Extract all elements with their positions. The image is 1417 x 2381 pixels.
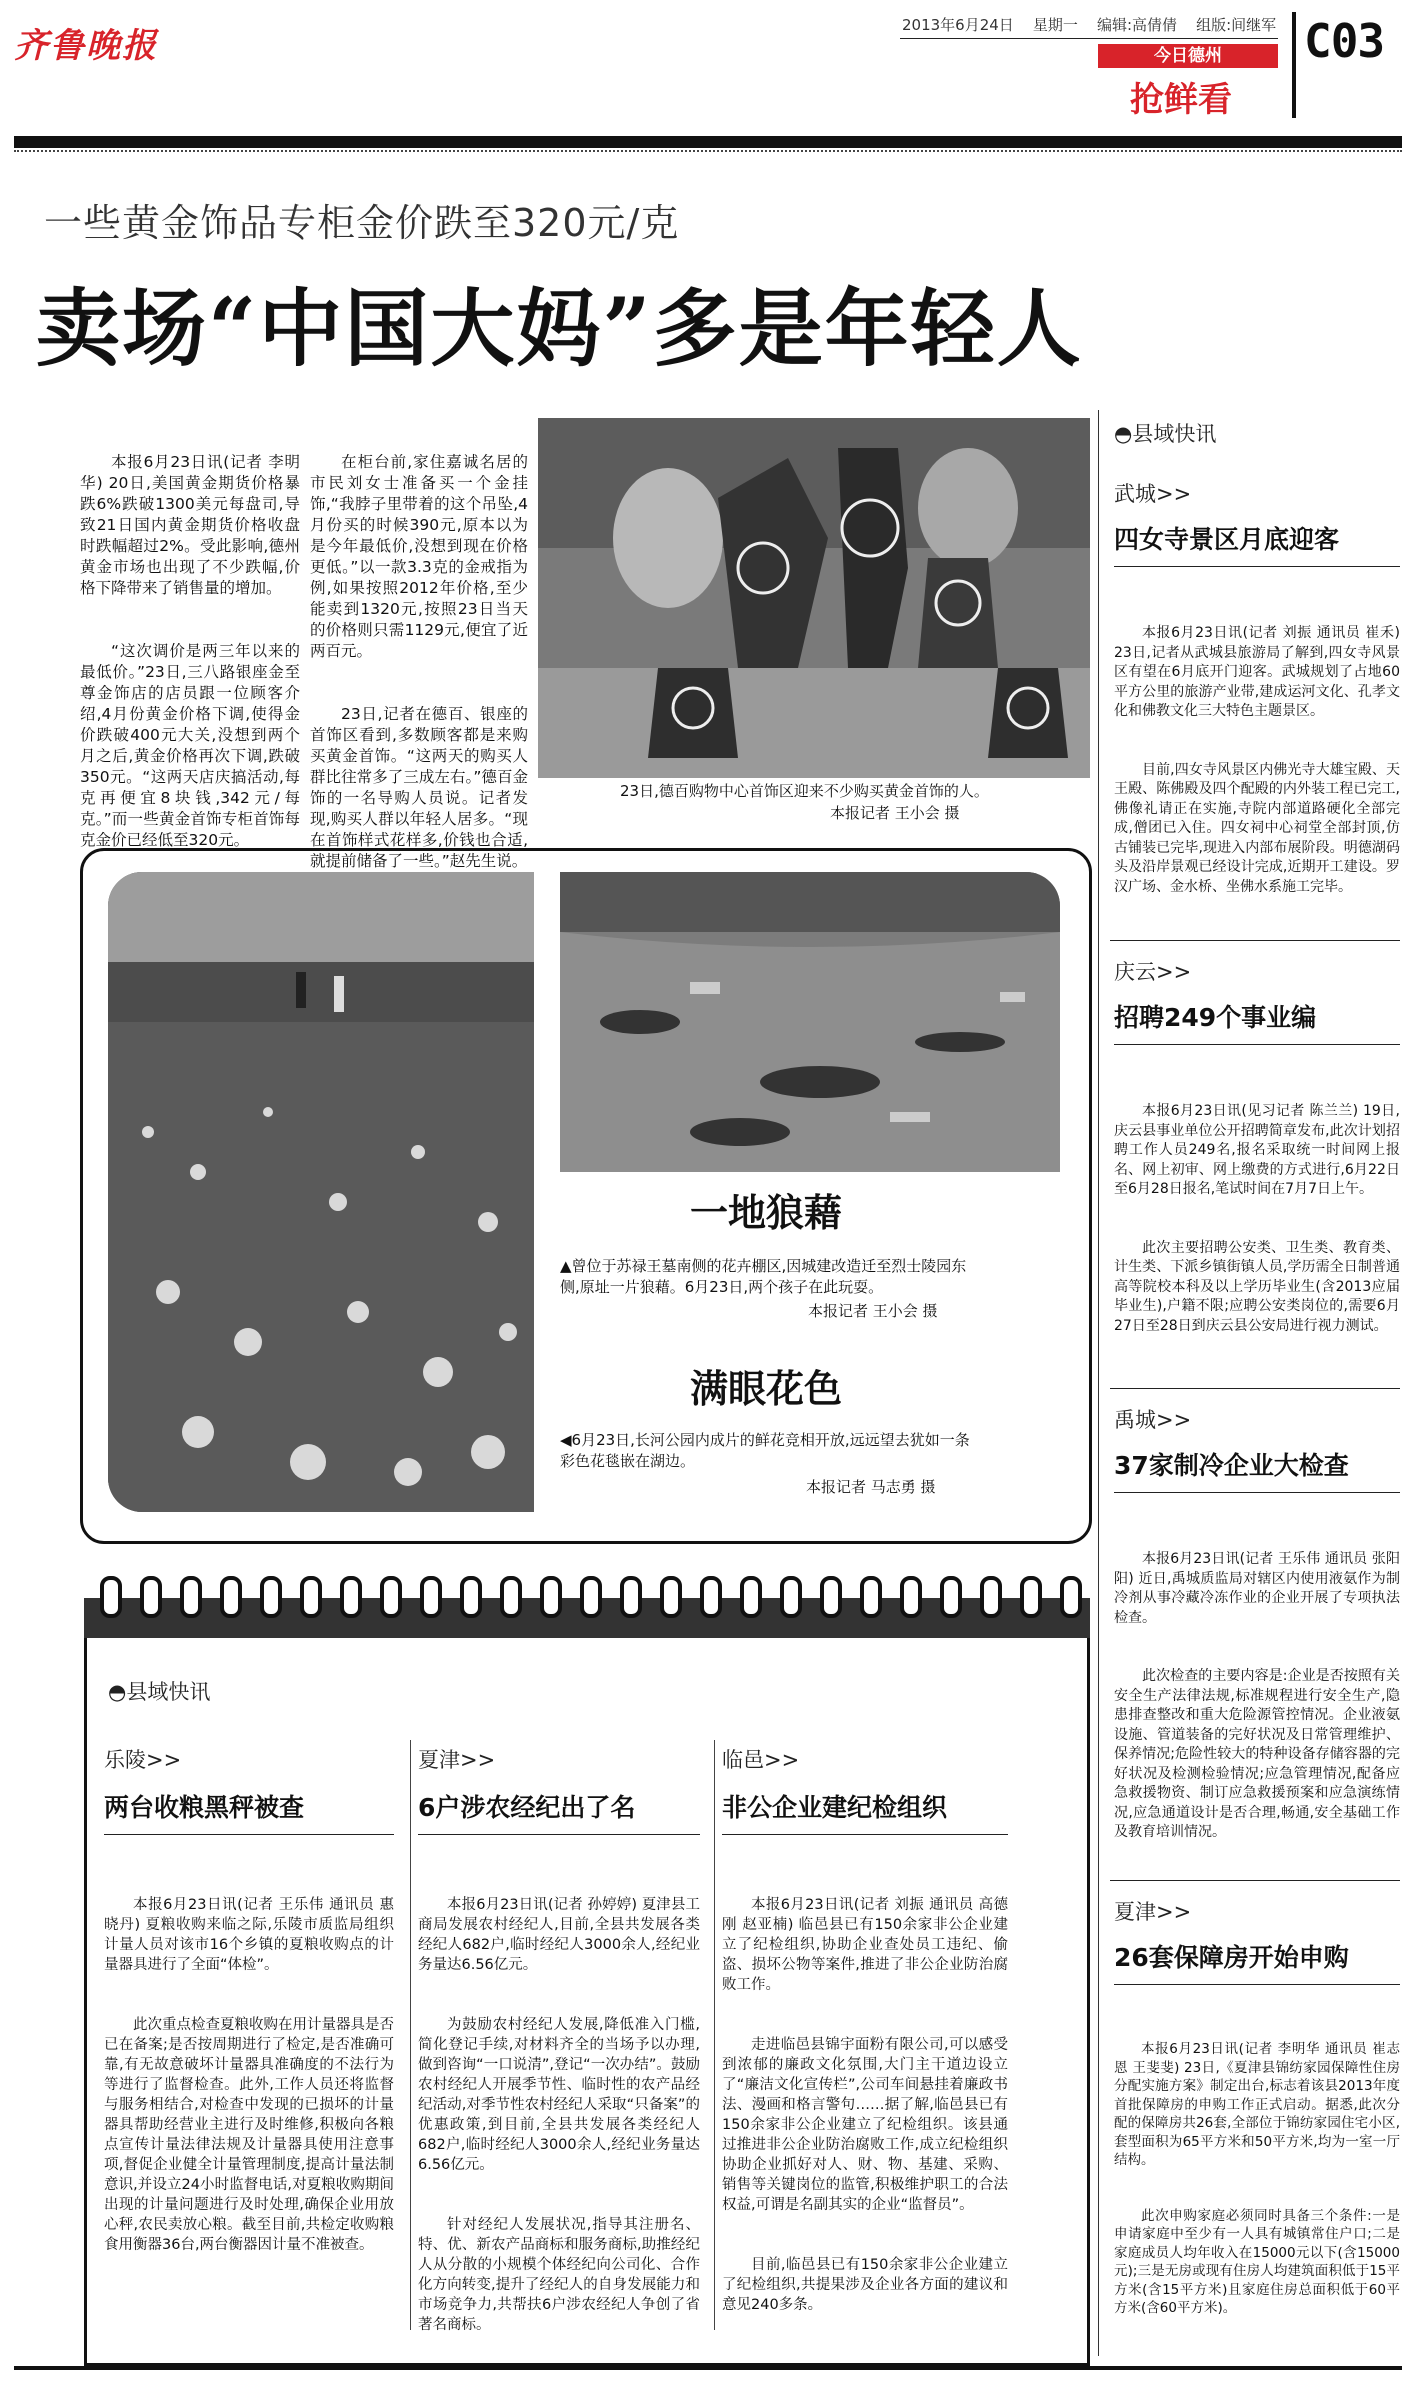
ring: [860, 1576, 882, 1618]
ruin-photo-title: 一地狼藉: [690, 1190, 843, 1235]
brief-title: 26套保障房开始申购: [1114, 1943, 1349, 1972]
ring: [340, 1576, 362, 1618]
notebook-section-label: ◓县域快讯: [108, 1680, 211, 1704]
jewelry-photo-caption: 23日,德百购物中心首饰区迎来不少购买黄金首饰的人。: [620, 782, 989, 800]
ring: [900, 1576, 922, 1618]
brief-body: [722, 1855, 1008, 2355]
region-label: 武城>>: [1114, 482, 1192, 506]
flower-photo-image: [108, 872, 534, 1512]
sidebar-separator: [1110, 940, 1400, 941]
lead-paragraph: “这次调价是两三年以来的最低价。”23日,三八路银座金至尊金饰店的店员跟一位顾客介绍,4月份黄金价格下调,使得金价跌破400元大关,没想到两个月之后,黄金价格再次下调,跌破350元。“这两天店庆搞活动,每克再便宜8块钱,342元/每克。”而一些黄金首饰专柜首饰每克金价已经低至320元。: [80, 642, 300, 849]
brief-rule: [1114, 1492, 1400, 1493]
brief-title: 非公企业建纪检组织: [722, 1793, 948, 1822]
lead-column-1: [80, 410, 300, 872]
page-number: C03: [1304, 14, 1385, 68]
ring: [460, 1576, 482, 1618]
brief-title: 37家制冷企业大检查: [1114, 1451, 1349, 1480]
brief-rule: [1114, 1044, 1400, 1045]
region-label: 禹城>>: [1114, 1408, 1192, 1432]
brief-body: [104, 1855, 394, 2295]
region-label: 庆云>>: [1114, 960, 1192, 984]
ring: [540, 1576, 562, 1618]
region-label: 临邑>>: [722, 1748, 800, 1772]
flower-photo: [108, 872, 534, 1512]
brief-paragraph: 本报6月23日讯(记者 王乐伟 通讯员 惠晓丹) 夏粮收购来临之际,乐陵市质监局组织计量人员对该市16个乡镇的夏粮收购点的计量器具进行了全面“体检”。: [104, 1897, 394, 1973]
brief-paragraph: 此次检查的主要内容是:企业是否按照有关安全生产法律法规,标准规程进行安全生产,隐患排查整改和重大危险源管控情况。企业液氨设施、管道装备的完好状况及日常管理维护、保养情况;危险性较大的特种设备存储容器的完好状况及检测检验情况;应急管理情况,配备应急救援物资、制订应急救援预案和应急演练情况,应急通道设计是否合理,畅通,安全基础工作及教育培训情况。: [1114, 1668, 1400, 1840]
ring: [620, 1576, 642, 1618]
brief-body: [1114, 585, 1405, 936]
ring: [580, 1576, 602, 1618]
brief-paragraph: 目前,四女寺风景区内佛光寺大雄宝殿、天王殿、陈佛殿及四个配殿的内外装工程已完工,佛像礼请正在实施,寺院内部道路硬化全部完成,僧团已入住。四女祠中心祠堂全部封顶,仿古铺装已完毕,现进入内部布展阶段。明德湖码头及沿岸景观已经设计完成,近期开工建设。罗汉广场、金水桥、坐佛水系施工完毕。: [1114, 761, 1400, 895]
flower-photo-credit: 本报记者 马志勇 摄: [806, 1478, 936, 1496]
sidebar-separator: [1110, 1388, 1400, 1389]
brief-body: [1114, 2003, 1400, 2355]
sidebar-item: [1114, 1404, 1400, 1882]
brief-rule: [1114, 1984, 1400, 1985]
lead-paragraph: 本报6月23日讯(记者 李明华) 20日,美国黄金期货价格暴跌6%跌破1300美元每盘司,导致21日国内黄金期货价格收盘时跌幅超过2%。受此影响,德州黄金市场也出现了不少跌幅,价格下降带来了销售量的增加。: [80, 453, 300, 597]
issue-date: 2013年6月24日: [902, 16, 1014, 34]
brief-body: [418, 1855, 700, 2375]
ring: [220, 1576, 242, 1618]
lead-paragraph: 23日,记者在德百、银座的首饰区看到,多数顾客都是来购买黄金首饰。“这两天的购买人群比往常多了三成左右。”德百金饰的一名导购人员说。记者发现,购买人群以年轻人居多。“现在首饰样式花样多,价钱也合适,就提前储备了一些。”赵先生说。: [310, 705, 528, 870]
sidebar-item: [1114, 956, 1400, 1375]
header-bar: [14, 136, 1402, 148]
ring: [820, 1576, 842, 1618]
sidebar-item: [1114, 1896, 1400, 2355]
ring: [700, 1576, 722, 1618]
sidebar-divider: [1098, 410, 1099, 2356]
brief-rule: [104, 1834, 394, 1835]
ring: [940, 1576, 962, 1618]
ruin-photo-caption: ▲曾位于苏禄王墓南侧的花卉棚区,因城建改造迁至烈士陵园东侧,原址一片狼藉。6月23日,两个孩子在此玩耍。: [560, 1257, 967, 1296]
editor: 编辑:高倩倩: [1096, 16, 1178, 34]
lead-kicker: 一些黄金饰品专柜金价跌至320元/克: [44, 201, 680, 245]
brief-body: [1114, 1063, 1400, 1375]
ring: [1020, 1576, 1042, 1618]
section-tag: 今日德州: [1098, 44, 1278, 68]
brief-title: 两台收粮黑秤被查: [104, 1793, 305, 1822]
ring: [180, 1576, 202, 1618]
ring: [100, 1576, 122, 1618]
ring: [1060, 1576, 1082, 1618]
brief-paragraph: 此次申购家庭必须同时具备三个条件:一是申请家庭中至少有一人具有城镇常住户口;二是家庭成员人均年收入在15000元以下(含15000元);三是无房或现有住房人均建筑面积低于15平方米(含15平方米)且家庭住房总面积低于60平方米(含60平方米)。: [1114, 2207, 1400, 2316]
region-label: 乐陵>>: [104, 1748, 182, 1772]
header-divider: [1292, 12, 1296, 118]
brief-body: [1114, 1511, 1400, 1882]
brief-rule: [418, 1834, 700, 1835]
ruin-photo-credit: 本报记者 王小会 摄: [808, 1302, 938, 1320]
footer-bar: [14, 2366, 1402, 2370]
brief-paragraph: 本报6月23日讯(见习记者 陈兰兰) 19日,庆云县事业单位公开招聘简章发布,此次计划招聘工作人员249名,报名采取统一时间网上报名、网上初审、网上缴费的方式进行,6月22日至6月28日报名,笔试时间在7月7日上午。: [1114, 1103, 1400, 1197]
notebook-item: [418, 1744, 700, 2375]
layout-editor: 组版:间继军: [1196, 16, 1277, 34]
sidebar-section-label: ◓县域快讯: [1114, 422, 1217, 446]
brief-paragraph: 本报6月23日讯(记者 刘振 通讯员 崔禾) 23日,记者从武城县旅游局了解到,四女寺风景区有望在6月底开门迎客。武城规划了占地60平方公里的旅游产业带,建成运河文化、孔孝文化和佛教文化三大特色主题景区。: [1114, 625, 1405, 719]
brief-paragraph: 此次主要招聘公安类、卫生类、教育类、计生类、下派乡镇街镇人员,学历需全日制普通高等院校本科及以上学历毕业生(含2013应届毕业生),户籍不限;应聘公安类岗位的,需要6月27日至28日到庆云县公安局进行视力测试。: [1114, 1239, 1400, 1334]
header-bar-dots: [14, 150, 1402, 156]
brief-paragraph: 此次重点检查夏粮收购在用计量器具是否已在备案;是否按周期进行了检定,是否准确可靠,有无故意破坏计量器具准确度的不法行为等进行了监督检查。此外,工作人员还将监督与服务相结合,对检查中发现的已损坏的计量器具帮助经营业主进行及时维修,积极向各粮点宣传计量法律法规及计量器具使用注意事项,督促企业健全计量管理制度,提高计量法制意识,并设立24小时监督电话,对夏粮收购期间出现的计量问题进行及时处理,确保企业用放心秤,农民卖放心粮。截至目前,共检定收购粮食用衡器36台,两台衡器因计量不准被查。: [104, 2017, 394, 2253]
notebook-item: [722, 1744, 1008, 2355]
ring: [260, 1576, 282, 1618]
header-underline: [900, 38, 1278, 39]
region-label: 夏津>>: [418, 1748, 496, 1772]
brief-title: 6户涉农经纪出了名: [418, 1793, 636, 1822]
ring: [780, 1576, 802, 1618]
brief-paragraph: 针对经纪人发展状况,指导其注册名、特、优、新农产品商标和服务商标,助推经纪人从分散的小规模个体经纪向公司化、合作化方向转变,提升了经纪人的自身发展能力和市场竞争力,共帮扶6户涉农经纪人争创了省著名商标。: [418, 2217, 700, 2333]
jewelry-photo-credit: 本报记者 王小会 摄: [830, 804, 960, 822]
brief-paragraph: 目前,临邑县已有150余家非公企业建立了纪检组织,共提果涉及企业各方面的建议和意见240多条。: [722, 2257, 1008, 2313]
header-info: [902, 14, 1276, 35]
jewelry-photo-image: [538, 418, 1090, 778]
ruin-photo-image: [560, 872, 1060, 1172]
ring: [660, 1576, 682, 1618]
brief-paragraph: 本报6月23日讯(记者 李明华 通讯员 崔志恩 王斐斐) 23日,《夏津县锦纺家园保障性住房分配实施方案》制定出台,标志着该县2013年度首批保障房的申购工作正式启动。据悉,此次分配的保障房共26套,全部位于锦纺家园住宅小区,套型面积为65平方米和50平方米,均为一室一厅结构。: [1114, 2041, 1400, 2168]
brief-title: 四女寺景区月底迎客: [1114, 525, 1340, 554]
column-name: 抢鲜看: [1130, 80, 1232, 120]
brief-title: 招聘249个事业编: [1114, 1003, 1317, 1032]
lead-paragraph: 在柜台前,家住嘉诚名居的市民刘女士准备买一个金挂饰,“我脖子里带着的这个吊坠,4月份买的时候390元,原本以为是今年最低价,没想到现在价格更低。”以一款3.3克的金戒指为例,如果按照2012年价格,至少能卖到1320元,按照23日当天的价格则只需1129元,便宜了近两百元。: [310, 453, 528, 660]
jewelry-photo: [538, 418, 1090, 778]
flower-photo-title: 满眼花色: [690, 1366, 843, 1411]
brief-paragraph: 本报6月23日讯(记者 王乐伟 通讯员 张阳阳) 近日,禹城质监局对辖区内使用液氨作为制冷剂从事冷藏冷冻作业的企业开展了专项执法检查。: [1114, 1551, 1400, 1626]
brief-rule: [1114, 566, 1400, 567]
lead-column-2: [310, 410, 528, 893]
sidebar-item: [1114, 478, 1405, 936]
paper-logo: 齐鲁晚报: [14, 26, 158, 66]
ring: [140, 1576, 162, 1618]
brief-paragraph: 为鼓励农村经纪人发展,降低准入门槛,简化登记手续,对材料齐全的当场予以办理,做到咨询“一口说清”,登记“一次办结”。鼓励农村经纪人开展季节性、临时性的农产品经纪活动,对季节性农村经纪人采取“只备案”的优惠政策,到目前,全县共发展各类经纪人682户,临时经纪人3000余人,经纪业务量达6.56亿元。: [418, 2017, 700, 2173]
flower-photo-caption: ◀6月23日,长河公园内成片的鲜花竞相开放,远远望去犹如一条彩色花毯嵌在湖边。: [560, 1431, 970, 1470]
notebook-col-divider: [714, 1740, 715, 2330]
ring: [380, 1576, 402, 1618]
ring: [500, 1576, 522, 1618]
lead-headline: 卖场“中国大妈”多是年轻人: [36, 279, 1083, 378]
weekday: 星期一: [1032, 16, 1078, 34]
ring: [740, 1576, 762, 1618]
brief-paragraph: 本报6月23日讯(记者 孙婷婷) 夏津县工商局发展农村经纪人,目前,全县共发展各类经纪人682户,临时经纪人3000余人,经纪业务量达6.56亿元。: [418, 1897, 700, 1973]
ruin-photo: [560, 872, 1060, 1172]
ring: [300, 1576, 322, 1618]
brief-paragraph: 走进临邑县锦宇面粉有限公司,可以感受到浓郁的廉政文化氛围,大门主干道边设立了“廉洁文化宣传栏”,公司车间悬挂着廉政书法、漫画和格言警句……据了解,临邑县已有150余家非公企业建立了纪检组织。该县通过推进非公企业防治腐败工作,成立纪检组织协助企业抓好对人、财、物、基建、采购、销售等关键岗位的监管,积极维护职工的合法权益,可谓是名副其实的企业“监督员”。: [722, 2037, 1008, 2213]
region-label: 夏津>>: [1114, 1900, 1192, 1924]
ring: [420, 1576, 442, 1618]
notebook-col-divider: [410, 1740, 411, 2330]
brief-rule: [722, 1834, 1008, 1835]
brief-paragraph: 本报6月23日讯(记者 刘振 通讯员 高德刚 赵亚楠) 临邑县已有150余家非公企业建立了纪检组织,协助企业查处员工违纪、偷盗、损坏公物等案件,推进了非公企业防治腐败工作。: [722, 1897, 1008, 1993]
sidebar-separator: [1110, 1880, 1400, 1881]
notebook-item: [104, 1744, 394, 2295]
ring: [980, 1576, 1002, 1618]
